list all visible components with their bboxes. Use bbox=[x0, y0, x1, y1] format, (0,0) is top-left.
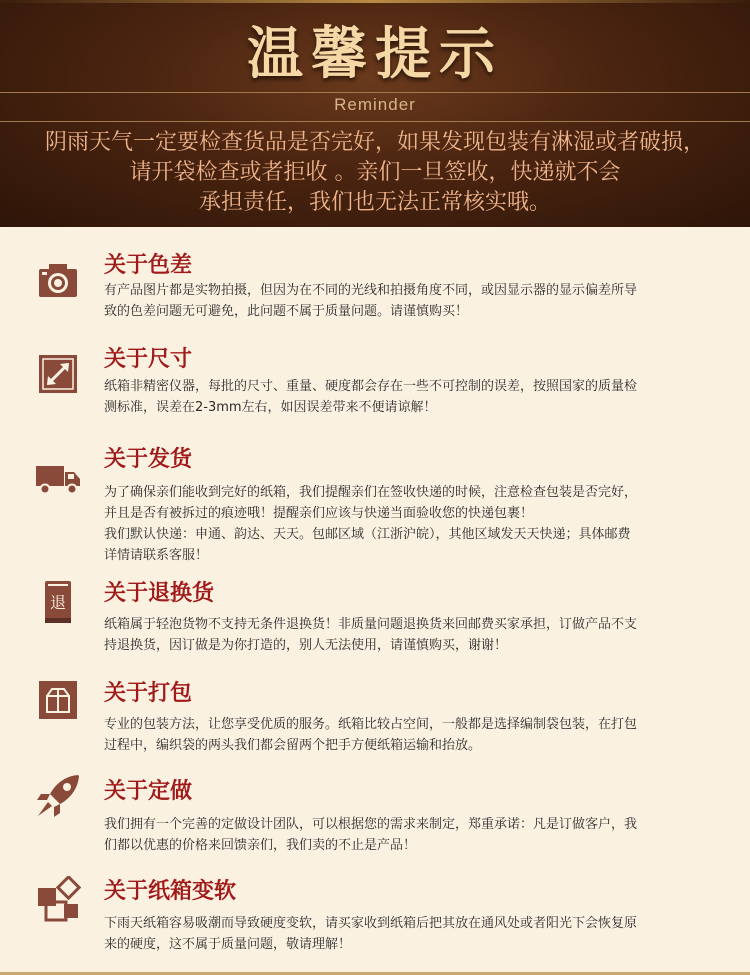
body-line: 纸箱非精密仪器，每批的尺寸、重量、硬度都会存在一些不可控制的误差，按照国家的质量检 bbox=[104, 379, 638, 394]
body-line: 致的色差问题无可避免，此问题不属于质量问题。请谨慎购买！ bbox=[104, 304, 469, 319]
body-line: 下雨天纸箱容易吸潮而导致硬度变软，请买家收到纸箱后把其放在通风处或者阳光下会恢复原 bbox=[104, 916, 638, 931]
section-title: 关于色差 bbox=[104, 253, 193, 278]
section-body bbox=[104, 913, 729, 955]
header-title: 温馨提示 bbox=[247, 22, 503, 87]
header-top-line bbox=[0, 0, 750, 3]
shapes-icon bbox=[34, 876, 82, 924]
delivery-truck-icon bbox=[34, 454, 82, 502]
body-line: 我们默认快递：申通、韵达、天天。包邮区域（江浙沪皖），其他区域发天天快递；具体邮费 bbox=[104, 527, 631, 542]
section-title: 关于打包 bbox=[104, 681, 193, 706]
body-line: 纸箱属于轻泡货物不支持无条件退换货！非质量问题退换货来回邮费买家承担，订做产品不支 bbox=[104, 617, 638, 632]
packing-box-icon bbox=[34, 676, 82, 724]
section-body bbox=[104, 714, 729, 756]
section-title: 关于退换货 bbox=[104, 581, 215, 606]
section-title: 关于发货 bbox=[104, 447, 193, 472]
section-body bbox=[104, 482, 729, 566]
body-line: 过程中，编织袋的两头我们都会留两个把手方便纸箱运输和抬放。 bbox=[104, 738, 482, 753]
section-title: 关于纸箱变软 bbox=[104, 879, 237, 904]
resize-arrow-icon bbox=[34, 350, 82, 398]
camera-icon bbox=[34, 257, 82, 305]
body-line: 来的硬度，这不属于质量问题，敬请理解！ bbox=[104, 937, 352, 952]
body-line: 为了确保亲们能收到完好的纸箱，我们提醒亲们在签收快递的时候，注意检查包装是否完好， bbox=[104, 485, 638, 500]
section-title: 关于定做 bbox=[104, 779, 193, 804]
return-icon-label: 退 bbox=[49, 593, 67, 612]
reminder-header bbox=[0, 0, 750, 227]
note-line: 请开袋检查或者拒收 。亲们一旦签收，快递就不会 bbox=[129, 160, 621, 185]
section-body bbox=[104, 376, 729, 418]
section-body bbox=[104, 280, 729, 322]
note-line: 承担责任，我们也无法正常核实哦。 bbox=[198, 190, 551, 215]
section-body bbox=[104, 614, 729, 656]
body-line: 持退换货，因订做是为你打造的，别人无法使用，请谨慎购买，谢谢！ bbox=[104, 638, 508, 653]
body-line: 们都以优惠的价格来回馈亲们，我们卖的不止是产品！ bbox=[104, 838, 417, 853]
body-line: 测标准，误差在2-3mm左右，如因误差带来不便请谅解！ bbox=[104, 400, 437, 415]
section-body bbox=[104, 814, 729, 856]
rocket-icon bbox=[34, 772, 82, 820]
body-line: 详情请联系客服！ bbox=[104, 548, 209, 563]
return-book-icon bbox=[34, 578, 82, 626]
body-line: 有产品图片都是实物拍摄，但因为在不同的光线和拍摄角度不同，或因显示器的显示偏差所导 bbox=[104, 283, 638, 298]
header-divider-top bbox=[0, 92, 750, 93]
body-line: 我们拥有一个完善的定做设计团队，可以根据您的需求来制定，郑重承诺：凡是订做客户，我 bbox=[104, 817, 638, 832]
header-divider-bottom bbox=[0, 121, 750, 122]
body-line: 并且是否有被拆过的痕迹哦！提醒亲们应该与快递当面验收您的快递包裹！ bbox=[104, 506, 534, 521]
note-line: 阴雨天气一定要检查货品是否完好，如果发现包装有淋湿或者破损， bbox=[44, 130, 705, 155]
rainy-weather-note bbox=[10, 128, 740, 218]
section-title: 关于尺寸 bbox=[104, 347, 193, 372]
header-subtitle: Reminder bbox=[334, 95, 416, 114]
body-line: 专业的包装方法，让您享受优质的服务。纸箱比较占空间，一般都是选择编制袋包装，在打包 bbox=[104, 717, 638, 732]
